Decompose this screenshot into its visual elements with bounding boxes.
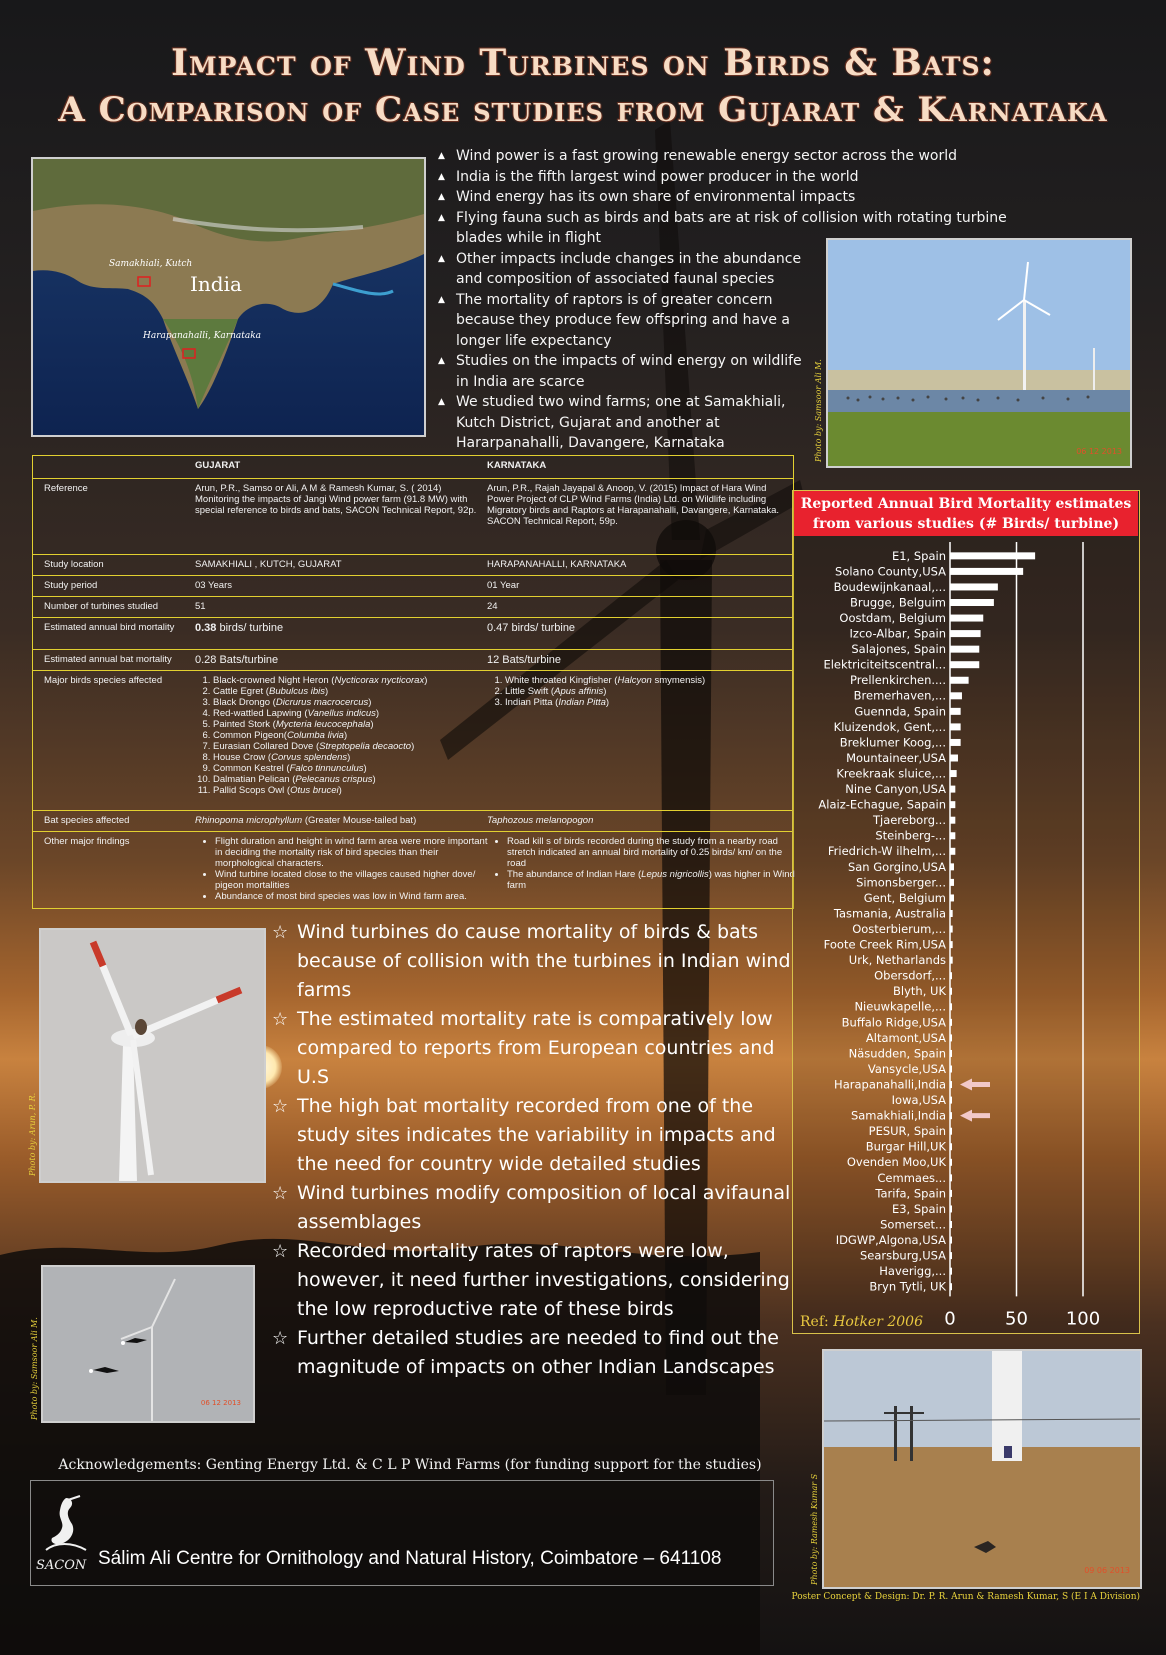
chart-category-label: Blyth, UK (893, 984, 946, 999)
table-cell-gujarat: SAMAKHIALI , KUTCH, GUJARAT (195, 559, 342, 570)
chart-bar (950, 910, 953, 917)
map-country-label: India (190, 272, 242, 296)
chart-bar (950, 599, 994, 606)
list-item: 6. Common Pigeon(Columba livia) (213, 730, 503, 741)
chart-bar (950, 692, 962, 699)
chart-category-label: E3, Spain (891, 1201, 946, 1216)
chart-category-label: Oosterbierum,... (852, 921, 946, 936)
intro-bullet: ▲ Studies on the impacts of wind energy on wildlife in India are scarce (438, 353, 802, 390)
chart-bar (950, 817, 955, 824)
table-cell-karnataka: 12 Bats/turbine (487, 654, 561, 666)
table-row-label: Study period (44, 580, 98, 591)
intro-bullet: ▲ The mortality of raptors is of greater concern because they produce few offspring and have a longer life expectancy (438, 291, 790, 349)
chart-category-label: Salajones, Spain (851, 642, 946, 657)
table-cell-karnataka: 0.47 birds/ turbine (487, 622, 576, 634)
table-cell-gujarat: Arun, P.R., Samso or Ali, A M & Ramesh Kumar, S. ( 2014) Monitoring the impacts of Jangi Wind power farm (91.8 MW) with special reference to birds and bats, SACON Technical Report, 92p. (195, 483, 477, 516)
institution-name: Sálim Ali Centre for Ornithology and Natural History, Coimbatore – 641108 (98, 1548, 722, 1569)
photo-credit-left-upper: Photo by: Arun, P. R. (28, 1092, 37, 1176)
chart-category-label: Searsburg,USA (859, 1248, 946, 1263)
photo-date-stamp: 06 12 2013 (1076, 447, 1122, 456)
table-row-label: Estimated annual bat mortality (44, 654, 172, 665)
table-cell-karnataka: Arun, P.R., Rajah Jayapal & Anoop, V. (2015) Impact of Hara Wind Power Project of CLP Wind Farms (India) Ltd. on Wildlife including Migratory birds and Raptors at Harapanahalli, Davangere, Karnataka. SACON Technical Report, 59p. (487, 483, 780, 527)
chart-category-label: Vansycle,USA (867, 1061, 946, 1076)
table-header-gujarat: GUJARAT (195, 460, 241, 471)
chart-reference: Ref: Hotker 2006 (800, 1314, 923, 1330)
conclusion-item: ☆ Wind turbines do cause mortality of birds & bats because of collision with the turbines in Indian wind farms (272, 918, 792, 1005)
chart-bar (950, 988, 952, 995)
chart-bar (950, 568, 1023, 575)
chart-bar (950, 723, 961, 730)
chart-category-label: Somerset... (880, 1217, 946, 1232)
chart-bar (950, 1205, 952, 1212)
chart-bar (950, 708, 961, 715)
list-item: 11. Pallid Scops Owl (Otus brucei) (213, 785, 503, 796)
triangle-bullet-icon: ▲ (438, 171, 445, 182)
chart-category-label: Buffalo Ridge,USA (841, 1015, 946, 1030)
chart-category-label: Foote Creek Rim,USA (823, 937, 946, 952)
list-item: 1. White throated Kingfisher (Halcyon smymensis) (505, 675, 805, 686)
chart-highlight-arrow-icon (960, 1110, 990, 1122)
chart-category-label: Tarifa, Spain (875, 1186, 946, 1201)
chart-category-label: Bremerhaven,... (853, 688, 946, 703)
chart-bar (950, 1174, 952, 1181)
list-item: 2. Cattle Egret (Bubulcus ibis) (213, 686, 503, 697)
chart-bar (950, 630, 981, 637)
chart-bar (950, 1283, 952, 1290)
table-cell-karnataka: 24 (487, 601, 498, 612)
list-item: • Abundance of most bird species was low in Wind farm area. (215, 891, 495, 902)
sacon-logo-text: SACON (36, 1558, 87, 1573)
gujarat-findings-list (195, 836, 495, 902)
chart-bar (950, 1066, 952, 1073)
triangle-bullet-icon: ▲ (438, 151, 445, 161)
intro-bullet: ▲ Other impacts include changes in the abundance and composition of associated faunal species (438, 250, 802, 287)
star-bullet-icon: ☆ (272, 922, 289, 943)
table-cell-gujarat: 03 Years (195, 580, 232, 591)
chart-bar (950, 1034, 952, 1041)
list-item: 10. Dalmatian Pelican (Pelecanus crispus) (213, 774, 503, 785)
chart-category-label: San Gorgino,USA (847, 859, 946, 874)
chart-bar (950, 1019, 952, 1026)
comparison-table (32, 455, 794, 909)
chart-bar (950, 1003, 952, 1010)
table-row-period (33, 575, 793, 597)
table-row-label: Reference (44, 483, 88, 494)
chart-bar (950, 786, 955, 793)
triangle-bullet-icon: ▲ (438, 397, 445, 407)
chart-category-label: Obersdorf,... (874, 968, 946, 983)
table-row-label: Study location (44, 559, 104, 570)
chart-bar (950, 1237, 952, 1244)
india-map (31, 157, 426, 437)
list-item: • The abundance of Indian Hare (Lepus nigricollis) was higher in Wind farm (507, 869, 797, 891)
star-bullet-icon: ☆ (272, 1328, 289, 1349)
chart-category-label: Tjaereborg... (872, 813, 946, 828)
chart-category-label: Näsudden, Spain (848, 1046, 946, 1061)
list-item: 4. Red-wattled Lapwing (Vanellus indicus) (213, 708, 503, 719)
karnataka-findings-list (487, 836, 797, 891)
chart-bar (950, 1081, 952, 1088)
design-credit: Poster Concept & Design: Dr. P. R. Arun & Ramesh Kumar, S (E I A Division) (791, 1592, 1140, 1602)
chart-bar (950, 552, 1035, 559)
chart-bar (950, 1112, 952, 1119)
acknowledgements: Acknowledgements: Genting Energy Ltd. & C L P Wind Farms (for funding support for the studies) (58, 1457, 762, 1473)
table-row-bird-mortality (33, 617, 793, 650)
intro-bullet: ▲ Wind power is a fast growing renewable energy sector across the world (438, 146, 998, 167)
triangle-bullet-icon: ▲ (438, 356, 445, 366)
chart-bar (950, 615, 983, 622)
list-item: 2. Little Swift (Apus affinis) (505, 686, 805, 697)
map-site2-label: Harapanahalli, Karnataka (143, 331, 262, 341)
chart-category-label: Gent, Belgium (863, 890, 946, 905)
intro-bullet: ▲ We studied two wind farms; one at Samakhiali, Kutch District, Gujarat and another at Hararpanahalli, Davangere, Karnataka (438, 394, 786, 451)
intro-bullet: ▲ Flying fauna such as birds and bats are at risk of collision with rotating turbine blades while in flight (438, 209, 1007, 246)
footer-box (30, 1480, 774, 1586)
conclusion-item: ☆ The estimated mortality rate is comparatively low compared to reports from European countries and U.S (272, 1005, 792, 1092)
gujarat-species-list (195, 675, 503, 796)
conclusion-item: ☆ Further detailed studies are needed to find out the magnitude of impacts on other Indian Landscapes (272, 1324, 792, 1382)
chart-category-label: E1, Spain (891, 548, 946, 563)
map-site1-label: Samakhiali, Kutch (109, 259, 193, 269)
triangle-bullet-icon: ▲ (438, 294, 445, 305)
chart-category-label: Kluizendok, Gent,... (833, 719, 946, 734)
list-item: 3. Indian Pitta (Indian Pitta) (505, 697, 805, 708)
chart-category-label: Brugge, Belguim (849, 595, 946, 610)
table-cell-gujarat: 51 (195, 601, 206, 612)
table-cell-gujarat: 0.38 birds/ turbine (195, 622, 284, 634)
chart-bar (950, 583, 998, 590)
photo-credit-top-right: Photo by: Samsoor Ali M. (814, 359, 823, 462)
list-item: • Flight duration and height in wind farm area were more important in deciding the mortality risk of bird species than their morphological characters. (215, 836, 495, 869)
chart-bar (950, 801, 955, 808)
chart-bar (950, 1252, 952, 1259)
table-row-bat-mortality (33, 649, 793, 671)
table-header-row (33, 456, 793, 478)
chart-category-label: Prellenkirchen.... (850, 673, 946, 688)
photo-flying-birds (41, 1265, 255, 1423)
table-cell-gujarat: Rhinopoma microphyllum (Greater Mouse-tailed bat) (195, 815, 417, 826)
intro-bullet: ▲ Wind energy has its own share of environmental impacts (438, 187, 998, 208)
chart-bar (950, 1159, 952, 1166)
chart-category-label: Mountaineer,USA (846, 750, 946, 765)
photo-windfarm-birds (826, 238, 1132, 468)
photo-credit-left-lower: Photo by: Samsoor Ali M. (30, 1317, 39, 1420)
chart-bar (950, 957, 953, 964)
table-row-label: Bat species affected (44, 815, 130, 826)
table-row-location (33, 554, 793, 576)
star-bullet-icon: ☆ (272, 1009, 289, 1030)
table-row-species (33, 670, 793, 811)
chart-bar (950, 1050, 952, 1057)
chart-bar (950, 832, 955, 839)
carcass-survey-graphic (824, 1351, 1140, 1587)
chart-category-label: Ovenden Moo,UK (846, 1155, 946, 1170)
chart-category-label: PESUR, Spain (868, 1124, 946, 1139)
chart-category-label: Steinberg-... (875, 828, 946, 843)
chart-category-label: Urk, Netharlands (848, 953, 946, 968)
chart-bar (950, 661, 979, 668)
table-cell-karnataka: Taphozous melanopogon (487, 815, 594, 826)
photo-turbine-raptor (39, 928, 266, 1183)
conclusions-list (272, 918, 792, 1382)
chart-bar (950, 1097, 952, 1104)
chart-category-label: Boudewijnkanaal,... (833, 579, 946, 594)
table-row-turbines (33, 596, 793, 618)
chart-highlight-arrow-icon (960, 1078, 990, 1090)
flying-birds-graphic (43, 1267, 253, 1421)
chart-category-label: Simonsberger... (856, 875, 946, 890)
chart-bar (950, 894, 954, 901)
list-item: 9. Common Kestrel (Falco tinnunculus) (213, 763, 503, 774)
chart-category-label: Oostdam, Belgium (839, 610, 946, 625)
chart-category-label: Breklumer Koog,... (839, 735, 946, 750)
sacon-bird-logo-icon (36, 1494, 92, 1556)
chart-category-label: Burgar Hill,UK (865, 1139, 946, 1154)
chart-bar (950, 755, 958, 762)
chart-bar (950, 1128, 952, 1135)
chart-category-label: Guennda, Spain (854, 704, 946, 719)
windfarm-photo-graphic (828, 240, 1130, 466)
triangle-bullet-icon: ▲ (438, 192, 445, 202)
chart-category-label: IDGWP,Algona,USA (835, 1232, 946, 1247)
chart-category-label: Nieuwkapelle,... (854, 999, 946, 1014)
conclusion-item: ☆ The high bat mortality recorded from one of the study sites indicates the variability in impacts and the need for country wide detailed studies (272, 1092, 792, 1179)
chart-bar (950, 863, 954, 870)
chart-bar (950, 1143, 952, 1150)
chart-category-label: Izco-Albar, Spain (849, 626, 946, 641)
chart-category-label: Altamont,USA (865, 1030, 946, 1045)
chart-x-tick-label: 50 (1005, 1308, 1028, 1330)
chart-bar (950, 879, 954, 886)
chart-bar (950, 848, 955, 855)
conclusion-item: ☆ Wind turbines modify composition of local avifaunal assemblages (272, 1179, 792, 1237)
table-row-label: Major birds species affected (44, 675, 163, 686)
table-row-label: Other major findings (44, 836, 130, 847)
chart-bar (950, 1221, 952, 1228)
chart-category-label: Nine Canyon,USA (845, 782, 946, 797)
photo-carcass-survey (822, 1349, 1142, 1589)
chart-category-label: Kreekraak sluice,... (836, 766, 946, 781)
chart-x-tick-label: 100 (1065, 1308, 1101, 1330)
chart-bar (950, 1190, 952, 1197)
table-cell-karnataka: HARAPANAHALLI, KARNATAKA (487, 559, 627, 570)
chart-bar (950, 926, 953, 933)
chart-bar (950, 1268, 952, 1275)
star-bullet-icon: ☆ (272, 1183, 289, 1204)
chart-category-label: Tasmania, Australia (833, 906, 946, 921)
triangle-bullet-icon: ▲ (438, 253, 445, 264)
list-item: • Road kill s of birds recorded during the study from a nearby road stretch indicated an annual bird mortality of 0.25 birds/ km/ on the road (507, 836, 797, 869)
list-item: 1. Black-crowned Night Heron (Nycticorax nycticorax) (213, 675, 503, 686)
chart-x-tick-label: 0 (944, 1308, 956, 1330)
poster-title-line1: Impact of Wind Turbines on Birds & Bats: (171, 42, 995, 84)
chart-bar (950, 646, 979, 653)
poster-title-line2: A Comparison of Case studies from Gujarat & Karnataka (58, 90, 1108, 130)
table-header-karnataka: KARNATAKA (487, 460, 547, 471)
triangle-bullet-icon: ▲ (438, 212, 445, 223)
chart-bar (950, 677, 969, 684)
india-map-graphic (33, 159, 424, 435)
table-cell-karnataka: 01 Year (487, 580, 520, 591)
table-cell-gujarat: 0.28 Bats/turbine (195, 654, 279, 666)
chart-category-label: Cemmaes... (877, 1170, 946, 1185)
karnataka-species-list (487, 675, 805, 708)
table-row-findings (33, 831, 793, 909)
chart-title: Reported Annual Bird Mortality estimates from various studies (# Birds/ turbine) (794, 491, 1138, 536)
list-item: 5. Painted Stork (Mycteria leucocephala) (213, 719, 503, 730)
table-row-label: Number of turbines studied (44, 601, 159, 612)
photo-credit-bottom-right: Photo by: Ramesh Kumar S (810, 1473, 819, 1585)
turbine-raptor-graphic (41, 930, 264, 1181)
table-row-bats (33, 810, 793, 832)
chart-category-label: Harapanahalli,India (834, 1077, 946, 1092)
list-item: 7. Eurasian Collared Dove (Streptopelia decaocto) (213, 741, 503, 752)
list-item: • Wind turbine located close to the villages caused higher dove/ pigeon mortalities (215, 869, 495, 891)
list-item: 3. Black Drongo (Dicrurus macrocercus) (213, 697, 503, 708)
conclusion-item: ☆ Recorded mortality rates of raptors were low, however, it need further investigations, considering the low reproductive rate of these birds (272, 1237, 792, 1324)
star-bullet-icon: ☆ (272, 1241, 289, 1262)
photo-date-stamp: 06 12 2013 (200, 1399, 241, 1407)
star-bullet-icon: ☆ (272, 1096, 289, 1117)
chart-bar (950, 972, 952, 979)
list-item: 8. House Crow (Corvus splendens) (213, 752, 503, 763)
chart-bar (950, 941, 953, 948)
table-row-label: Estimated annual bird mortality (44, 622, 175, 633)
chart-category-label: Bryn Tytli, UK (869, 1279, 946, 1294)
chart-category-label: Solano County,USA (835, 564, 946, 579)
chart-category-label: Haverigg,... (879, 1264, 946, 1279)
chart-category-label: Iowa,USA (891, 1093, 946, 1108)
chart-category-label: Samakhiali,India (850, 1108, 946, 1123)
chart-category-label: Elektriciteitscentral... (823, 657, 946, 672)
photo-date-stamp: 09 06 2013 (1084, 1566, 1130, 1575)
intro-bullet: ▲ India is the fifth largest wind power producer in the world (438, 167, 998, 188)
chart-category-label: Friedrich-W ilhelm,... (827, 844, 946, 859)
table-row-reference (33, 478, 793, 555)
chart-bar (950, 739, 961, 746)
chart-bar (950, 770, 957, 777)
chart-category-label: Alaiz-Echague, Sapain (818, 797, 946, 812)
